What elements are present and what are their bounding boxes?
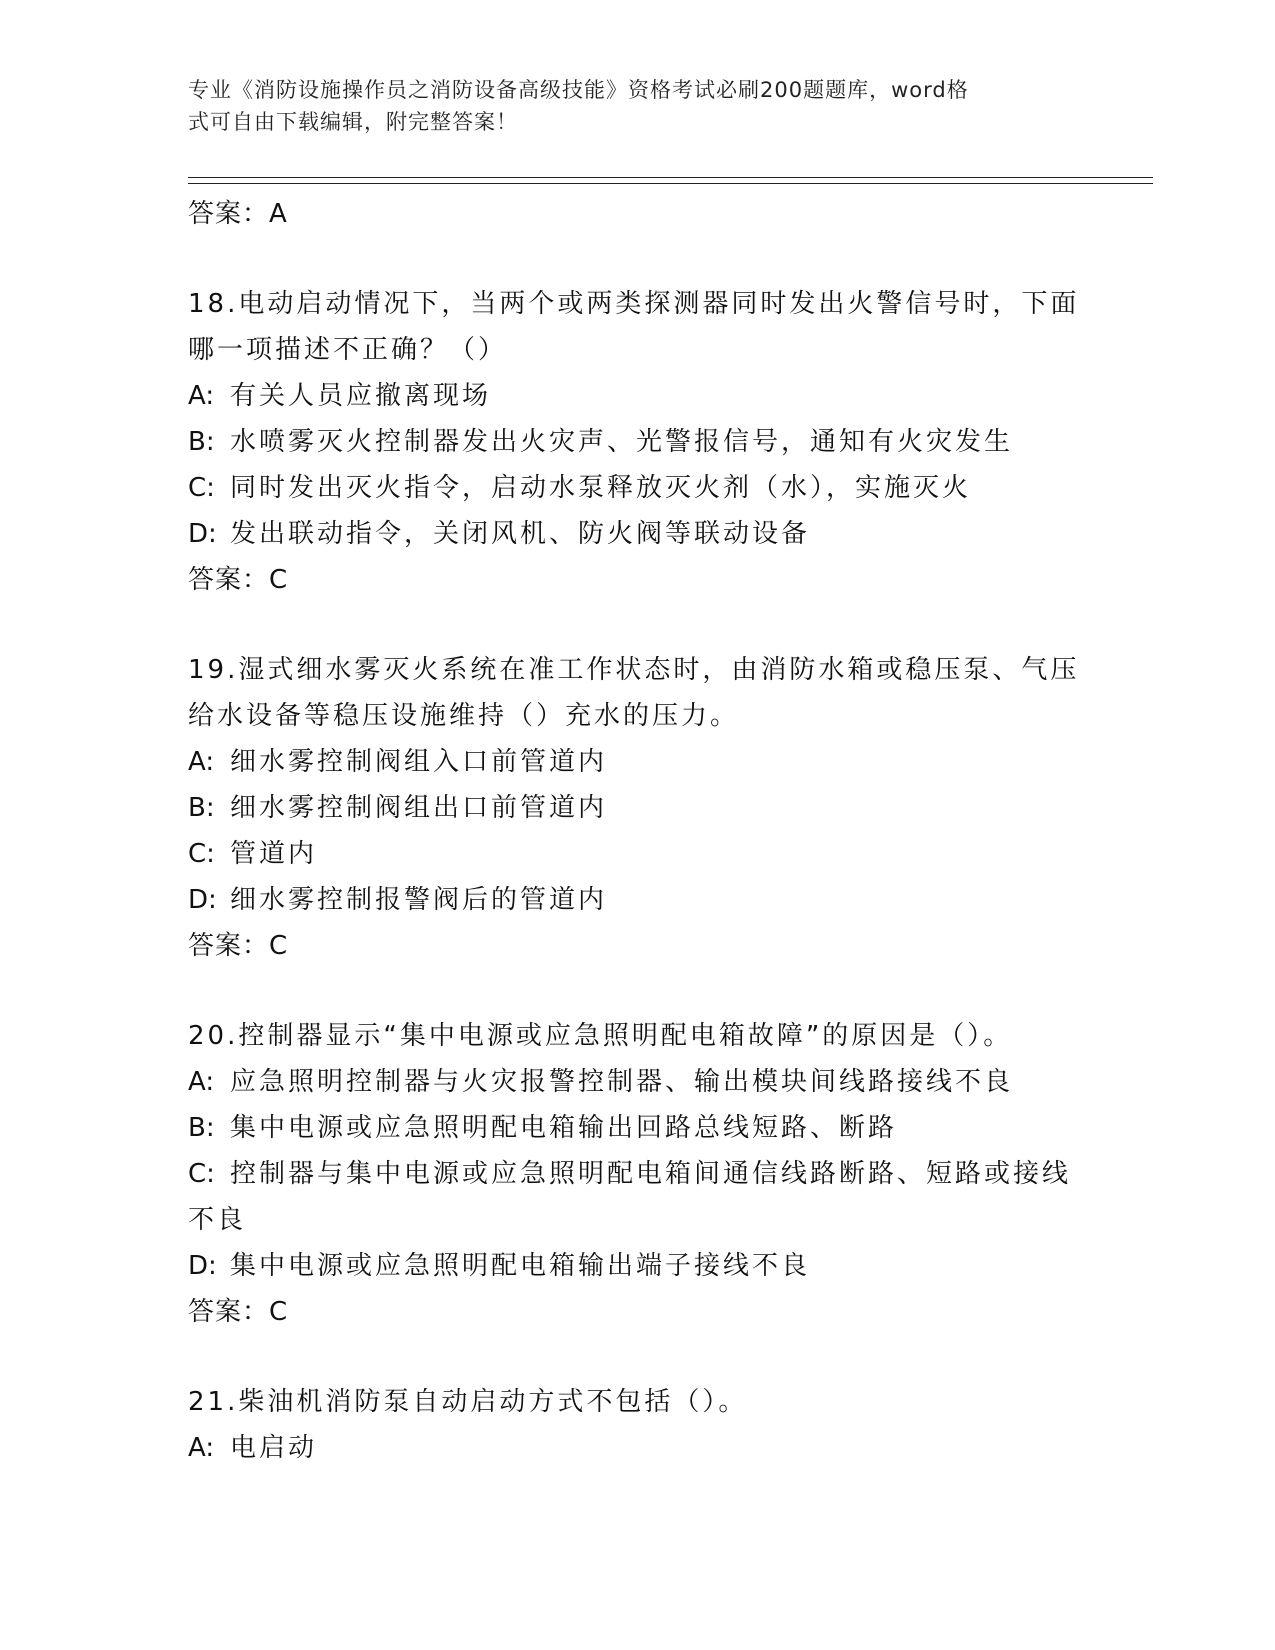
option-c [188,465,1088,511]
option-letter: B: [188,1113,215,1143]
question-stem-line: 20.控制器显示“集中电源或应急照明配电箱故障”的原因是（）。 [188,1021,1013,1051]
option-letter: C: [188,1159,215,1189]
option-b [188,1105,1088,1151]
question-stem-line: 19.湿式细水雾灭火系统在准工作状态时，由消防水箱或稳压泵、气压 [188,655,1080,685]
option-text: 发出联动指令，关闭风机、防火阀等联动设备 [230,519,811,549]
option-letter: A: [188,1433,215,1463]
spacer [188,237,1088,281]
question-21 [188,1379,1088,1471]
option-letter: D: [188,1251,217,1281]
option-c [188,831,1088,877]
option-text: 细水雾控制报警阀后的管道内 [230,885,608,915]
option-text: 管道内 [230,839,318,869]
option-letter: C: [188,473,215,503]
header-line-2: 式可自由下载编辑，附完整答案！ [188,110,518,134]
option-letter: D: [188,885,217,915]
spacer [188,1335,1088,1379]
question-20 [188,1013,1088,1335]
option-b [188,785,1088,831]
option-text: 控制器与集中电源或应急照明配电箱间通信线路断路、短路或接线 [230,1159,1072,1189]
option-a [188,1425,1088,1471]
option-a [188,373,1088,419]
option-text: 同时发出灭火指令，启动水泵释放灭火剂（水），实施灭火 [230,473,972,503]
header-rule-top [188,177,1153,178]
option-letter: A: [188,747,215,777]
question-stem-line: 哪一项描述不正确？（） [188,335,508,365]
option-text: 电启动 [230,1433,318,1463]
option-text: 细水雾控制阀组出口前管道内 [230,793,608,823]
option-d [188,1243,1088,1289]
option-text: 集中电源或应急照明配电箱输出端子接线不良 [230,1251,811,1281]
question-stem-line: 18.电动启动情况下，当两个或两类探测器同时发出火警信号时，下面 [188,289,1080,319]
option-letter: A: [188,381,215,411]
answer-line: 答案：C [188,565,289,595]
option-letter: B: [188,793,215,823]
question-stem-line: 给水设备等稳压设施维持（）充水的压力。 [188,701,740,731]
question-18 [188,281,1088,603]
option-b [188,419,1088,465]
option-c [188,1151,1088,1197]
option-text: 集中电源或应急照明配电箱输出回路总线短路、断路 [230,1113,898,1143]
header-rule-bottom [188,183,1153,184]
option-a [188,1059,1088,1105]
previous-answer: 答案：A [188,199,288,229]
question-stem-line: 21.柴油机消防泵自动启动方式不包括（）。 [188,1387,748,1417]
option-letter: D: [188,519,217,549]
option-d [188,511,1088,557]
option-letter: A: [188,1067,215,1097]
option-text: 细水雾控制阀组入口前管道内 [230,747,608,777]
answer-line: 答案：C [188,931,289,961]
spacer [188,969,1088,1013]
option-text: 水喷雾灭火控制器发出火灾声、光警报信号，通知有火灾发生 [230,427,1014,457]
header-line-1: 专业《消防设施操作员之消防设备高级技能》资格考试必刷200题题库，word格 [188,78,969,102]
option-text: 应急照明控制器与火灾报警控制器、输出模块间线路接线不良 [230,1067,1014,1097]
answer-line: 答案：C [188,1297,289,1327]
option-a [188,739,1088,785]
option-d [188,877,1088,923]
option-text: 有关人员应撤离现场 [230,381,492,411]
option-letter: C: [188,839,215,869]
question-list [188,191,1088,1471]
option-c-continuation: 不良 [188,1205,247,1235]
spacer [188,603,1088,647]
question-19 [188,647,1088,969]
page-header [188,74,1068,138]
option-letter: B: [188,427,215,457]
